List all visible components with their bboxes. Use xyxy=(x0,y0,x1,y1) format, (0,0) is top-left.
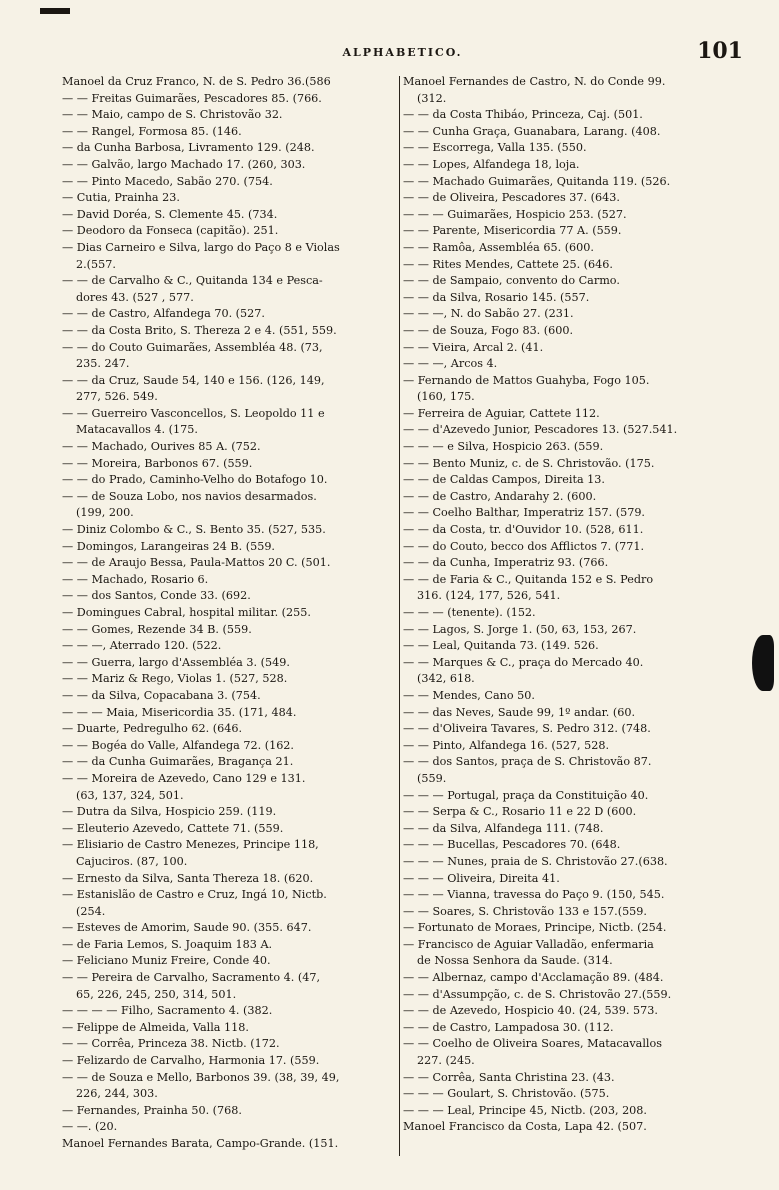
directory-entry-line: — Cutia, Prainha 23. xyxy=(62,191,180,205)
ink-blot xyxy=(752,635,774,691)
directory-entry-line: — — da Cunha Guimarães, Bragança 21. xyxy=(62,755,294,769)
directory-entry-line: — — Machado, Ourives 85 A. (752. xyxy=(62,440,261,454)
directory-entry-line: — — Lagos, S. Jorge 1. (50, 63, 153, 267. xyxy=(403,622,637,636)
directory-entry-line: — — — Goulart, S. Christovão. (575. xyxy=(403,1087,610,1101)
page-header xyxy=(62,38,743,64)
directory-entry-line: — Fortunato de Moraes, Principe, Nictb. (254. xyxy=(403,921,667,935)
directory-entry-line: — — dos Santos, Conde 33. (692. xyxy=(62,589,251,603)
directory-entry-line: — — Soares, S. Christovão 133 e 157.(559. xyxy=(403,904,647,918)
directory-entry-line: — — do Prado, Caminho-Velho do Botafogo 10. xyxy=(62,473,328,487)
directory-entry-line: (199, 200. xyxy=(76,506,134,520)
directory-entry-line: — — — Portugal, praça da Constituição 40. xyxy=(403,788,649,802)
directory-entry-line: — Elisiario de Castro Menezes, Principe 118, xyxy=(62,838,319,852)
directory-entry-line: — Feliciano Muniz Freire, Conde 40. xyxy=(62,954,271,968)
left-column xyxy=(62,74,396,1153)
directory-entry-line: — — Moreira, Barbonos 67. (559. xyxy=(62,456,253,470)
directory-entry-line: — — — Oliveira, Direita 41. xyxy=(403,871,560,885)
directory-entry-line: — — Rangel, Formosa 85. (146. xyxy=(62,124,242,138)
directory-entry-line: — — — Bucellas, Pescadores 70. (648. xyxy=(403,838,621,852)
directory-entry-line: — — da Costa, tr. d'Ouvidor 10. (528, 611. xyxy=(403,523,644,537)
directory-entry-line: — — — e Silva, Hospicio 263. (559. xyxy=(403,440,604,454)
directory-entry-line: — — da Costa Brito, S. Thereza 2 e 4. (551, 559. xyxy=(62,323,337,337)
directory-entry-line: — da Cunha Barbosa, Livramento 129. (248. xyxy=(62,141,315,155)
directory-entry-line: — — Freitas Guimarães, Pescadores 85. (766. xyxy=(62,91,322,105)
directory-entry-line: — — de Castro, Alfandega 70. (527. xyxy=(62,307,265,321)
directory-entry-line: — Ferreira de Aguiar, Cattete 112. xyxy=(403,406,600,420)
directory-entry-line: — — Maio, campo de S. Christovão 32. xyxy=(62,108,283,122)
directory-entry-line: — — da Silva, Copacabana 3. (754. xyxy=(62,688,261,702)
directory-entry-line: — — da Silva, Rosario 145. (557. xyxy=(403,290,590,304)
directory-entry-line: — Ernesto da Silva, Santa Thereza 18. (620. xyxy=(62,871,314,885)
directory-entry-line: — — Mendes, Cano 50. xyxy=(403,688,535,702)
directory-entry-line: — Domingos, Larangeiras 24 B. (559. xyxy=(62,539,275,553)
directory-entry-line: — — Mariz & Rego, Violas 1. (527, 528. xyxy=(62,672,288,686)
directory-entry-line: — — de Oliveira, Pescadores 37. (643. xyxy=(403,191,620,205)
directory-entry-line: — Dias Carneiro e Silva, largo do Paço 8 e Violas xyxy=(62,240,340,254)
directory-entry-line: — — — Vianna, travessa do Paço 9. (150, 545. xyxy=(403,888,665,902)
directory-entry-line: dores 43. (527 , 577. xyxy=(76,290,194,304)
directory-entry-line: — — Cunha Graça, Guanabara, Larang. (408. xyxy=(403,124,661,138)
directory-entry-line: — Fernando de Mattos Guahyba, Fogo 105. xyxy=(403,373,650,387)
directory-entry-line: — — Lopes, Alfandega 18, loja. xyxy=(403,157,580,171)
directory-entry-line: — — — Guimarães, Hospicio 253. (527. xyxy=(403,207,627,221)
directory-entry-line: (342, 618. xyxy=(417,672,475,686)
directory-entry-line: — David Doréa, S. Clemente 45. (734. xyxy=(62,207,278,221)
directory-entry-line: — —. (20. xyxy=(62,1120,118,1134)
directory-entry-line: — Deodoro da Fonseca (capitão). 251. xyxy=(62,224,279,238)
directory-entry-line: Matacavallos 4. (175. xyxy=(76,423,198,437)
directory-entry-line: — — de Azevedo, Hospicio 40. (24, 539. 573. xyxy=(403,1004,658,1018)
directory-entry-line: — — de Souza, Fogo 83. (600. xyxy=(403,323,574,337)
directory-entry-line: — — Pinto, Alfandega 16. (527, 528. xyxy=(403,738,610,752)
directory-entry-line: — — do Couto Guimarães, Assembléa 48. (73, xyxy=(62,340,323,354)
directory-entry-line: — — Corrêa, Santa Christina 23. (43. xyxy=(403,1070,615,1084)
directory-entry-line: — — d'Assumpção, c. de S. Christovão 27.(559. xyxy=(403,987,672,1001)
directory-entry-line: — — d'Azevedo Junior, Pescadores 13. (527.541. xyxy=(403,423,678,437)
directory-entry-line: — — Gomes, Rezende 34 B. (559. xyxy=(62,622,252,636)
directory-entry-line: — — Machado Guimarães, Quitanda 119. (526. xyxy=(403,174,671,188)
directory-entry-line: — Francisco de Aguiar Valladão, enfermaria xyxy=(403,937,654,951)
directory-entry-line: — Esteves de Amorim, Saude 90. (355. 647. xyxy=(62,921,312,935)
directory-entry-line: — — da Costa Thibáo, Princeza, Caj. (501. xyxy=(403,108,643,122)
directory-entry-line: — Felippe de Almeida, Valla 118. xyxy=(62,1020,249,1034)
directory-entry-line: — de Faria Lemos, S. Joaquim 183 A. xyxy=(62,937,273,951)
directory-entry-line: — — —, Arcos 4. xyxy=(403,357,498,371)
directory-entry-line: 2.(557. xyxy=(76,257,116,271)
directory-entry-line: — Dutra da Silva, Hospicio 259. (119. xyxy=(62,805,277,819)
directory-entry-line: — — de Caldas Campos, Direita 13. xyxy=(403,473,605,487)
directory-entry-line: 235. 247. xyxy=(76,357,130,371)
running-title: ALPHABETICO. xyxy=(342,46,463,59)
directory-entry-line: — — Serpa & C., Rosario 11 e 22 D (600. xyxy=(403,805,637,819)
directory-entry-line: — — —, N. do Sabão 27. (231. xyxy=(403,307,574,321)
directory-entry-line: (160, 175. xyxy=(417,390,475,404)
directory-entry-line: — — do Couto, becco dos Afflictos 7. (771. xyxy=(403,539,645,553)
directory-entry-line: — — Rites Mendes, Cattete 25. (646. xyxy=(403,257,613,271)
directory-entry-line: 227. (245. xyxy=(417,1054,475,1068)
directory-entry-line: (63, 137, 324, 501. xyxy=(76,788,184,802)
directory-entry-line: — — Corrêa, Princeza 38. Nictb. (172. xyxy=(62,1037,280,1051)
directory-entry-line: — — da Cruz, Saude 54, 140 e 156. (126, 149, xyxy=(62,373,325,387)
corner-ink-mark xyxy=(40,8,70,14)
directory-entry-line: Manoel da Cruz Franco, N. de S. Pedro 36.(586 xyxy=(62,75,331,88)
directory-entry-line: — — de Faria & C., Quitanda 152 e S. Pedro xyxy=(403,572,654,586)
directory-entry-line: — — Escorrega, Valla 135. (550. xyxy=(403,141,587,155)
directory-entry-line: — Estanislão de Castro e Cruz, Ingá 10, Nictb. xyxy=(62,888,327,902)
directory-entry-line: — — das Neves, Saude 99, 1º andar. (60. xyxy=(403,705,636,719)
directory-entry-line: — — Ramôa, Assembléa 65. (600. xyxy=(403,240,594,254)
directory-entry-line: — — de Sampaio, convento do Carmo. xyxy=(403,274,620,288)
directory-entry-line: — — de Carvalho & C., Quitanda 134 e Pesca- xyxy=(62,274,323,288)
directory-entry-line: (559. xyxy=(417,771,447,785)
directory-entry-line: 277, 526. 549. xyxy=(76,390,158,404)
directory-entry-line: — — Marques & C., praça do Mercado 40. xyxy=(403,655,644,669)
directory-entry-line: — — Leal, Quitanda 73. (149. 526. xyxy=(403,639,599,653)
directory-entry-line: — — Galvão, largo Machado 17. (260, 303. xyxy=(62,157,306,171)
directory-entry-line: — — Pinto Macedo, Sabão 270. (754. xyxy=(62,174,273,188)
directory-entry-line: 226, 244, 303. xyxy=(76,1087,158,1101)
directory-entry-line: Manoel Francisco da Costa, Lapa 42. (507. xyxy=(403,1120,647,1134)
directory-entry-line: — — Machado, Rosario 6. xyxy=(62,572,209,586)
directory-entry-line: — — Coelho de Oliveira Soares, Matacavallos xyxy=(403,1037,662,1051)
directory-entry-line: — — de Souza e Mello, Barbonos 39. (38, 39, 49, xyxy=(62,1070,340,1084)
directory-entry-line: — — de Souza Lobo, nos navios desarmados. xyxy=(62,489,317,503)
directory-entry-line: (254. xyxy=(76,904,106,918)
directory-entry-line: — — Vieira, Arcal 2. (41. xyxy=(403,340,544,354)
directory-entry-line: — Eleuterio Azevedo, Cattete 71. (559. xyxy=(62,821,284,835)
directory-entry-line: — — — — Filho, Sacramento 4. (382. xyxy=(62,1004,273,1018)
directory-entry-line: — — Parente, Misericordia 77 A. (559. xyxy=(403,224,622,238)
column-divider xyxy=(399,76,400,1156)
directory-entry-line: — — — Maia, Misericordia 35. (171, 484. xyxy=(62,705,297,719)
directory-entry-line: — Duarte, Pedregulho 62. (646. xyxy=(62,722,243,736)
directory-entry-line: Cajuciros. (87, 100. xyxy=(76,854,188,868)
directory-entry-line: — — Moreira de Azevedo, Cano 129 e 131. xyxy=(62,771,306,785)
directory-entry-line: — — da Cunha, Imperatriz 93. (766. xyxy=(403,556,609,570)
directory-entry-line: — — — Leal, Principe 45, Nictb. (203, 208. xyxy=(403,1103,647,1117)
directory-entry-line: Manoel Fernandes Barata, Campo-Grande. (151. xyxy=(62,1137,339,1150)
directory-entry-line: Manoel Fernandes de Castro, N. do Conde 99. xyxy=(403,75,666,88)
directory-entry-line: — — de Castro, Lampadosa 30. (112. xyxy=(403,1020,614,1034)
directory-entry-line: 65, 226, 245, 250, 314, 501. xyxy=(76,987,237,1001)
directory-entry-line: — — Bento Muniz, c. de S. Christovão. (175. xyxy=(403,456,655,470)
directory-entry-line: — Felizardo de Carvalho, Harmonia 17. (559. xyxy=(62,1054,320,1068)
directory-entry-line: — — Guerreiro Vasconcellos, S. Leopoldo 11 e xyxy=(62,406,325,420)
directory-entry-line: — — — (tenente). (152. xyxy=(403,606,536,619)
directory-entry-line: 316. (124, 177, 526, 541. xyxy=(417,589,561,603)
directory-entry-line: — — Coelho Balthar, Imperatriz 157. (579. xyxy=(403,506,645,520)
directory-entry-line: — Diniz Colombo & C., S. Bento 35. (527, 535. xyxy=(62,523,326,537)
directory-entry-line: (312. xyxy=(417,91,447,105)
directory-entry-line: — — da Silva, Alfandega 111. (748. xyxy=(403,821,604,835)
directory-entry-line: — Fernandes, Prainha 50. (768. xyxy=(62,1103,242,1117)
directory-entry-line: — — dos Santos, praça de S. Christovão 87. xyxy=(403,755,652,769)
directory-entry-line: — — de Castro, Andarahy 2. (600. xyxy=(403,489,597,503)
directory-entry-line: — — d'Oliveira Tavares, S. Pedro 312. (748. xyxy=(403,722,651,736)
directory-entry-line: — — — Nunes, praia de S. Christovão 27.(638. xyxy=(403,854,668,868)
directory-entry-line: — — —, Aterrado 120. (522. xyxy=(62,639,222,653)
directory-entry-line: — — Guerra, largo d'Assembléa 3. (549. xyxy=(62,655,290,669)
directory-entry-line: — — Albernaz, campo d'Acclamação 89. (484. xyxy=(403,971,664,985)
directory-entry-line: — — Bogéa do Valle, Alfandega 72. (162. xyxy=(62,738,294,752)
right-column xyxy=(403,74,745,1136)
directory-entry-line: — — de Araujo Bessa, Paula-Mattos 20 C. (501. xyxy=(62,556,331,570)
page-number: 101 xyxy=(697,38,743,64)
directory-entry-line: — — Pereira de Carvalho, Sacramento 4. (47, xyxy=(62,971,321,985)
directory-entry-line: — Domingues Cabral, hospital militar. (255. xyxy=(62,606,311,619)
directory-entry-line: de Nossa Senhora da Saude. (314. xyxy=(417,954,613,968)
